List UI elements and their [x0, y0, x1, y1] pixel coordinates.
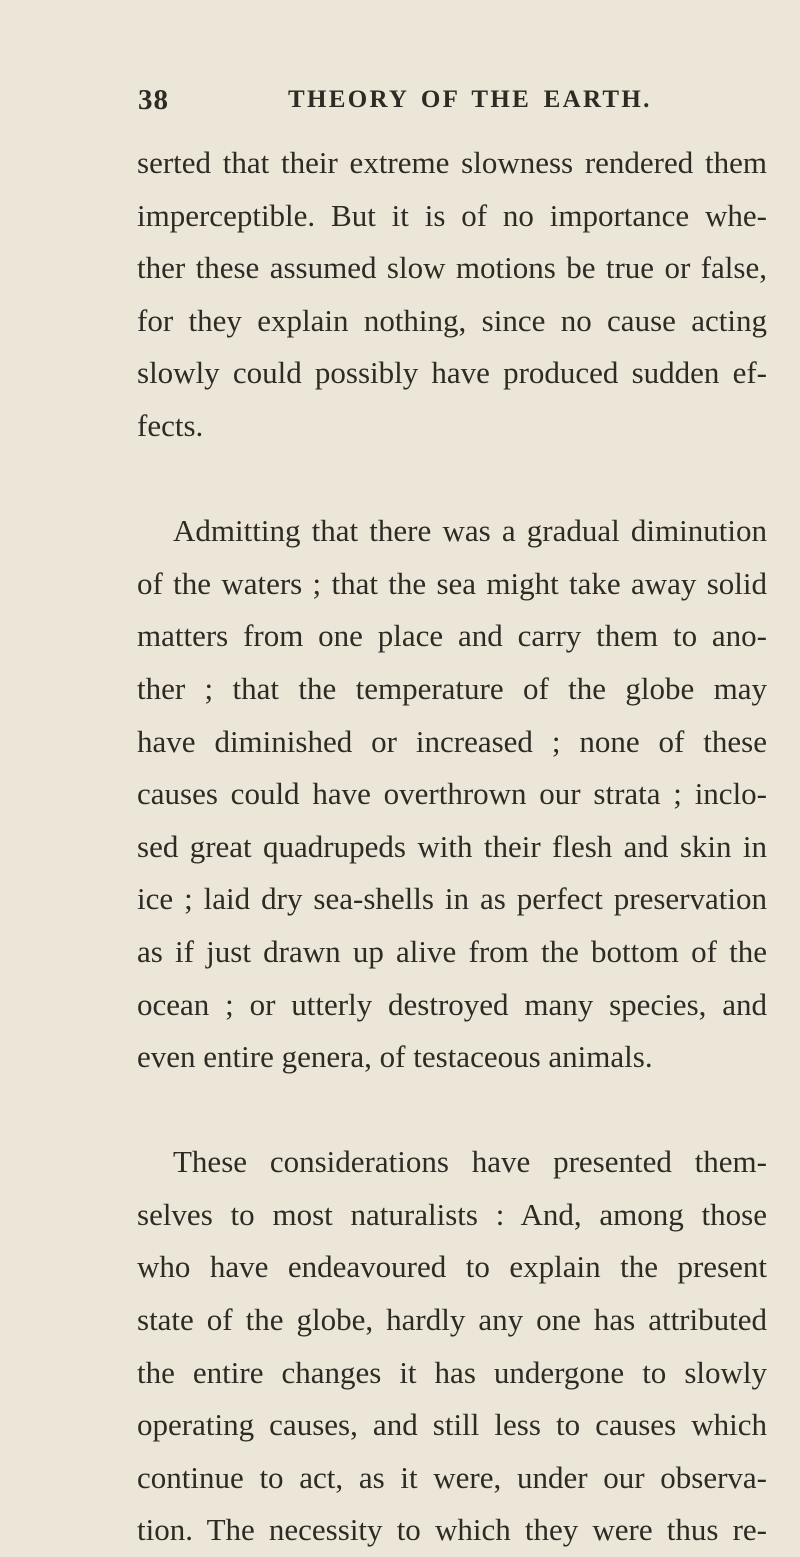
page-header [0, 84, 800, 120]
paragraph-gap [137, 453, 767, 506]
page-number: 38 [138, 84, 169, 116]
text-line: of the waters ; that the sea might take away solid [137, 565, 767, 601]
body-text [137, 137, 767, 1557]
text-line: tion. The necessity to which they were thus re- [137, 1512, 767, 1548]
text-line: ther these assumed slow motions be true or false, [137, 250, 767, 286]
text-line: the entire changes it has undergone to slowly [137, 1354, 767, 1390]
text-line: state of the globe, hardly any one has attributed [137, 1302, 767, 1338]
text-line: for they explain nothing, since no cause acting [137, 302, 767, 338]
text-line: fects. [137, 407, 204, 443]
text-line: operating causes, and still less to causes which [137, 1407, 767, 1443]
text-line: who have endeavoured to explain the present [137, 1249, 767, 1285]
paragraph-3 [137, 1136, 767, 1557]
text-line: These considerations have presented them- [173, 1144, 767, 1180]
text-line: as if just drawn up alive from the bottom of the [137, 933, 767, 969]
paragraph-1 [137, 137, 767, 453]
text-line: sed great quadrupeds with their flesh and skin in [137, 828, 767, 864]
text-line: even entire genera, of testaceous animals. [137, 1039, 653, 1075]
text-line: Admitting that there was a gradual diminution [173, 513, 767, 549]
text-line: have diminished or increased ; none of these [137, 723, 767, 759]
running-title: THEORY OF THE EARTH. [288, 86, 652, 113]
text-line: selves to most naturalists : And, among those [137, 1196, 767, 1232]
text-line: matters from one place and carry them to ano- [137, 618, 767, 654]
text-line: ther ; that the temperature of the globe may [137, 670, 767, 706]
paragraph-gap [137, 1084, 767, 1137]
text-line: slowly could possibly have produced sudden ef- [137, 355, 767, 391]
text-line: imperceptible. But it is of no importance whe- [137, 197, 767, 233]
text-line: causes could have overthrown our strata ; inclo- [137, 776, 767, 812]
text-line: serted that their extreme slowness rendered them [137, 145, 767, 180]
paragraph-2 [137, 505, 767, 1084]
text-line: ice ; laid dry sea-shells in as perfect preservation [137, 881, 767, 917]
text-line: ocean ; or utterly destroyed many species, and [137, 986, 767, 1022]
text-line: continue to act, as it were, under our observa- [137, 1459, 767, 1495]
